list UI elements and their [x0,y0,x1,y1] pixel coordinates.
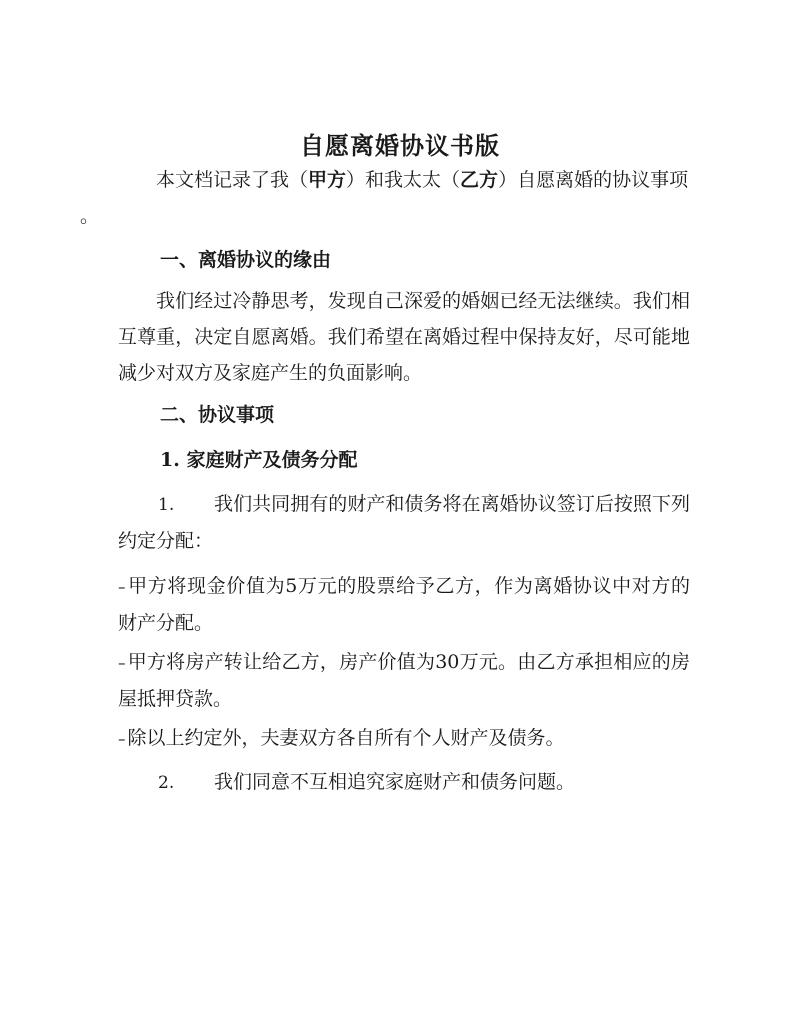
intro-paragraph [80,162,690,234]
numbered-item-2 [118,764,690,801]
bullet-text-3: 除以上约定外，夫妻双方各自所有个人财产及债务。 [127,727,565,749]
party-b-label: 乙方 [460,169,499,191]
section1-heading: 一、离婚协议的缘由 [160,249,332,271]
numbered-item-1 [118,486,690,559]
dash-marker: – [118,578,126,596]
bullet-text-2: 甲方将房产转让给乙方，房产价值为30万元。由乙方承担相应的房屋抵押贷款。 [118,651,690,710]
bullet-item [118,568,690,641]
item1-text: 我们共同拥有的财产和债务将在离婚协议签订后按照下列约定分配： [118,493,690,552]
section2-subheading: 1. 家庭财产及债务分配 [160,449,358,471]
item2-number: 2. [158,773,175,793]
bullet-item [118,644,690,717]
intro-end: 。 [80,205,100,227]
intro-pre: 本文档记录了我（ [156,169,309,191]
party-a-label: 甲方 [308,169,347,191]
dash-marker: – [118,730,126,748]
intro-mid: ）和我太太（ [346,169,461,191]
item2-text: 我们同意不互相追究家庭财产和债务问题。 [214,771,576,793]
intro-post: ）自愿离婚的协议事项 [498,169,689,191]
dash-marker: – [118,654,126,672]
bullet-text-1: 甲方将现金价值为5万元的股票给予乙方，作为离婚协议中对方的财产分配。 [118,575,690,634]
document-title: 自愿离婚协议书版 [300,131,500,160]
item1-number: 1. [158,495,175,515]
bullet-item [118,720,690,757]
section1-body: 我们经过冷静思考，发现自己深爱的婚姻已经无法继续。我们相互尊重，决定自愿离婚。我们希望在离婚过程中保持友好，尽可能地减少对双方及家庭产生的负面影响。 [118,290,690,384]
section2-heading: 二、协议事项 [160,404,275,426]
